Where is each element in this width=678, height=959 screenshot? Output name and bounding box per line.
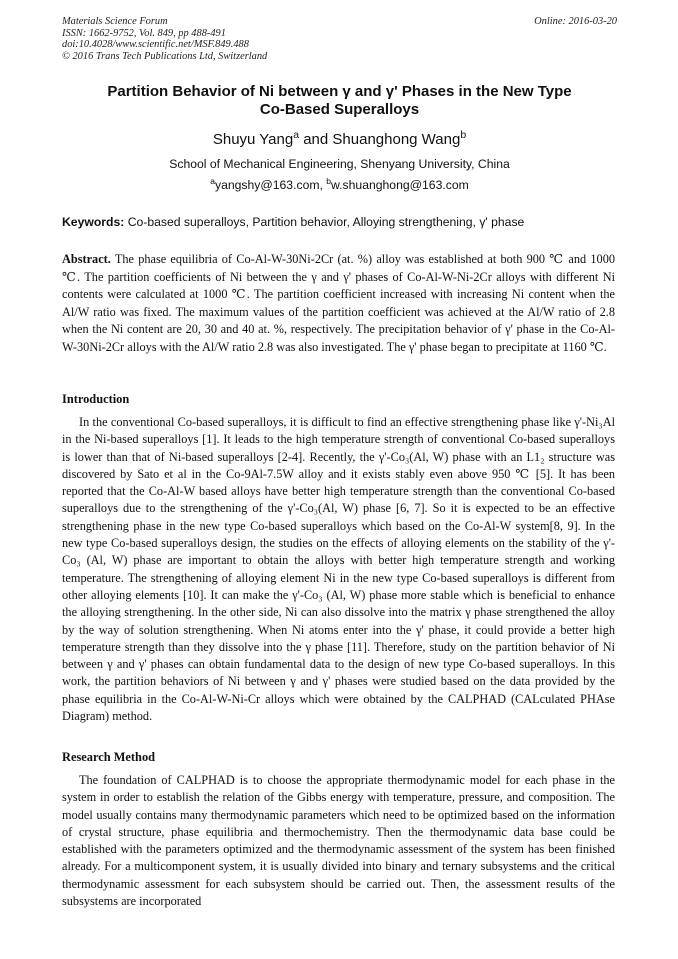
journal-name: Materials Science Forum: [62, 16, 168, 27]
research-method-paragraph: The foundation of CALPHAD is to choose the appropriate thermodynamic model for each phase in the system in order to establish the relation of the Gibbs energy with temperature, pressure, and composition. The model usually contains many thermodynamic parameters which need to be optimized based on the information of crystal structure, phase equilibria and thermochemistry. Then the thermodynamic data base could be established with the parameters optimized and the thermodynamic assessment of the system has been finished already. For a multicomponent system, it is usually divided into binary and ternary subsystems and the critical thermodynamic assessment for each subsystem should be carried out. Then, the assessment results of the subsystems are incorporated: [62, 773, 615, 909]
email-a: yangshy@163.com,: [214, 178, 327, 192]
introduction-heading: Introduction: [62, 392, 130, 406]
abstract-text: The phase equilibria of Co-Al-W-30Ni-2Cr (at. %) alloy was established at both 900 ℃ and 1000 ℃. The partition coefficients of Ni between the γ and γ' phases of Co-Al-W-Ni-2Cr alloys with different Ni contents were calculated at 1000 ℃. The partition coefficient increased with increasing Ni content when the Al/W ratio was fixed. The maximum values of the partition coefficient was achieved at the Al/W ratio of 2.8 when the Ni content are 20, 30 and 40 at. %, respectively. The precipitation behavior of γ' phase in the Co-Al-W-30Ni-2Cr alloys with the Al/W ratio 2.8 was also investigated. The γ' phase began to precipitate at 1160 ℃.: [62, 252, 615, 354]
author-2: Shuanghong Wang: [332, 131, 461, 148]
author-1-affil-mark: a: [293, 129, 300, 141]
affiliation: School of Mechanical Engineering, Shenyang University, China: [169, 157, 510, 171]
title-line-1: Partition Behavior of Ni between γ and γ' Phases in the New Type: [107, 83, 572, 100]
author-connector: and: [299, 131, 333, 148]
research-method-body: [62, 772, 615, 910]
author-2-affil-mark: b: [460, 129, 467, 141]
journal-issn: ISSN: 1662-9752, Vol. 849, pp 488-491: [62, 27, 226, 39]
author-list: [62, 131, 617, 149]
author-emails: [62, 175, 617, 193]
introduction-body: [62, 414, 615, 725]
paper-title: [62, 83, 617, 119]
abstract-label: Abstract.: [62, 252, 111, 266]
keywords-text: Co-based superalloys, Partition behavior, Alloying strengthening, γ' phase: [124, 215, 525, 229]
email-a-mark: a: [210, 175, 215, 186]
title-line-2: Co-Based Superalloys: [259, 101, 420, 118]
email-b-mark: b: [326, 175, 332, 186]
online-date: Online: 2016-03-20: [534, 16, 617, 27]
keywords-label: Keywords:: [62, 215, 125, 229]
research-method-heading: Research Method: [62, 750, 156, 764]
abstract: [62, 251, 615, 357]
article-doi: doi:10.4028/www.scientific.net/MSF.849.488: [62, 39, 249, 51]
journal-header: [62, 16, 617, 62]
introduction-paragraph: In the conventional Co-based superalloys, it is difficult to find an effective strengthening phase like γ'-Ni₃Al in the Ni-based superalloys [1]. It leads to the high temperature strength of conventional Co-based superalloys is lower than that of Ni-based superalloys [2-4]. Recently, the γ'-Co₃(Al, W) phase with an L1₂ structure was discovered by Sato et al in the Co-9Al-7.5W alloy and it exists stably even above 950 ℃ [5]. It has been reported that the Co-Al-W based alloys have better high temperature strength than the conventional Co-based superalloys due to the strengthening of the γ'-Co₃(Al, W) phase [6, 7]. So it is expected to be an effective strengthening phase in the new type Co-based superalloys which based on the Co-Al-W system[8, 9]. In the new type Co-based superalloys design, the studies on the effects of alloying elements on the stability of the γ'-Co₃ (Al, W) phase are important to obtain the alloys with better high temperature strength and working temperature. The strengthening of alloying element Ni in the new type Co-based superalloys is different from other alloying elements [10]. It can make the γ'-Co₃ (Al, W) phase more stable which is beneficial to enhance the alloying strengthening. In the other side, Ni can also dissolve into the matrix γ phase strengthened the alloy by the way of solution strengthening. When Ni atoms enter into the γ' phase, it could provide a better high temperature strength than they dissolve into the γ phase [11]. Therefore, study on the partition behavior of Ni between γ and γ' phases can obtain fundamental data to the design of new type Co-based superalloys. In this work, the partition behaviors of Ni between γ and γ' phases were studied based on the data provided by the phase equilibria in the Co-Al-W-Ni-Cr alloys which were obtained by the CALPHAD (CALculated PHAse Diagram) method.: [62, 415, 615, 724]
copyright-notice: © 2016 Trans Tech Publications Ltd, Switzerland: [62, 50, 268, 62]
author-1: Shuyu Yang: [212, 131, 294, 148]
email-b: w.shuanghong@163.com: [331, 178, 469, 192]
keywords: [62, 215, 617, 230]
